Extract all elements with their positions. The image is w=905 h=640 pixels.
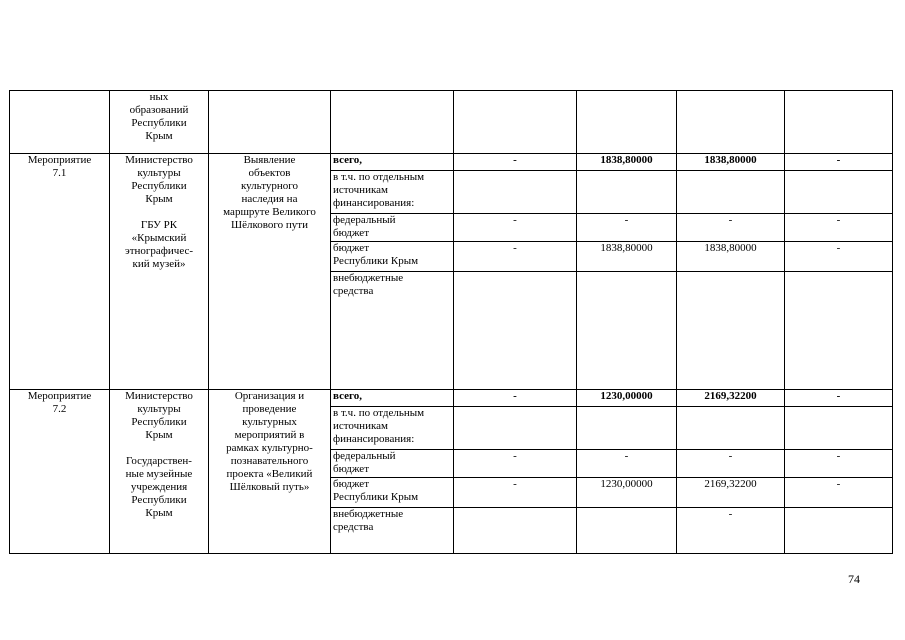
amount-cell: -: [785, 478, 893, 508]
amount-cell: 1838,80000: [677, 242, 785, 272]
amount-cell: 1838,80000: [577, 242, 677, 272]
amount-cell: -: [454, 390, 577, 407]
amount-cell: [677, 407, 785, 450]
funding-row: [10, 390, 893, 407]
funding-source-cell: федеральный бюджет: [331, 214, 454, 242]
amount-cell: 2169,32200: [677, 390, 785, 407]
amount-cell: [577, 508, 677, 554]
amount-cell: -: [785, 242, 893, 272]
amount-cell: -: [677, 214, 785, 242]
amount-cell: -: [454, 478, 577, 508]
description-cell: Организация и проведение культурных мероприятий в рамках культурно- познавательного проекта «Великий Шёлковый путь»: [209, 390, 331, 554]
amount-cell: [454, 272, 577, 390]
amount-cell: -: [577, 450, 677, 478]
amount-cell: -: [785, 390, 893, 407]
executor-cell: Министерство культуры Республики Крым Государствен- ные музейные учреждения Республики Крым: [110, 390, 209, 554]
amount-cell: -: [454, 214, 577, 242]
amount-cell: [785, 407, 893, 450]
funding-source-cell: бюджет Республики Крым: [331, 478, 454, 508]
measure-label-cell: Мероприятие 7.2: [10, 390, 110, 554]
amount-cell: -: [785, 154, 893, 171]
amount-cell: -: [454, 154, 577, 171]
amount-cell: [577, 272, 677, 390]
amount-cell: [785, 508, 893, 554]
continuation-row: [10, 91, 893, 154]
amount-cell: 1230,00000: [577, 390, 677, 407]
amount-cell: [577, 171, 677, 214]
funding-source-cell: всего,: [331, 390, 454, 407]
label-cell: [10, 91, 110, 154]
amount-cell: [454, 508, 577, 554]
amount-cell: -: [785, 450, 893, 478]
funding-source-cell: в т.ч. по отдельным источникам финансирования:: [331, 171, 454, 214]
amount-cell: -: [454, 242, 577, 272]
amount-cell: -: [577, 214, 677, 242]
executor-cell: ных образований Республики Крым: [110, 91, 209, 154]
amount-cell: [454, 407, 577, 450]
funding-table: [9, 90, 893, 554]
amount-cell: -: [454, 450, 577, 478]
executor-cell: Министерство культуры Республики Крым ГБУ РК «Крымский этнографичес- кий музей»: [110, 154, 209, 390]
amount-cell: 1838,80000: [577, 154, 677, 171]
amount-cell: [454, 171, 577, 214]
funding-source-cell: в т.ч. по отдельным источникам финансирования:: [331, 407, 454, 450]
amount-cell: [785, 171, 893, 214]
funding-row: [10, 154, 893, 171]
amount-cell: 2169,32200: [677, 478, 785, 508]
funding-source-cell: внебюджетные средства: [331, 508, 454, 554]
funding-source-cell: внебюджетные средства: [331, 272, 454, 390]
amount-cell: [785, 272, 893, 390]
amount-cell: 1838,80000: [677, 154, 785, 171]
amount-cell: -: [677, 450, 785, 478]
amount-cell: [577, 407, 677, 450]
amount-cell: [677, 171, 785, 214]
funding-source-cell: всего,: [331, 154, 454, 171]
funding-source-cell: бюджет Республики Крым: [331, 242, 454, 272]
amount-cell: -: [677, 508, 785, 554]
page-number: 74: [848, 572, 860, 586]
amount-cell: -: [785, 214, 893, 242]
amount-cell: 1230,00000: [577, 478, 677, 508]
description-cell: Выявление объектов культурного наследия на маршруте Великого Шёлкового пути: [209, 154, 331, 390]
funding-source-cell: федеральный бюджет: [331, 450, 454, 478]
measure-label-cell: Мероприятие 7.1: [10, 154, 110, 390]
amount-cell: [677, 272, 785, 390]
